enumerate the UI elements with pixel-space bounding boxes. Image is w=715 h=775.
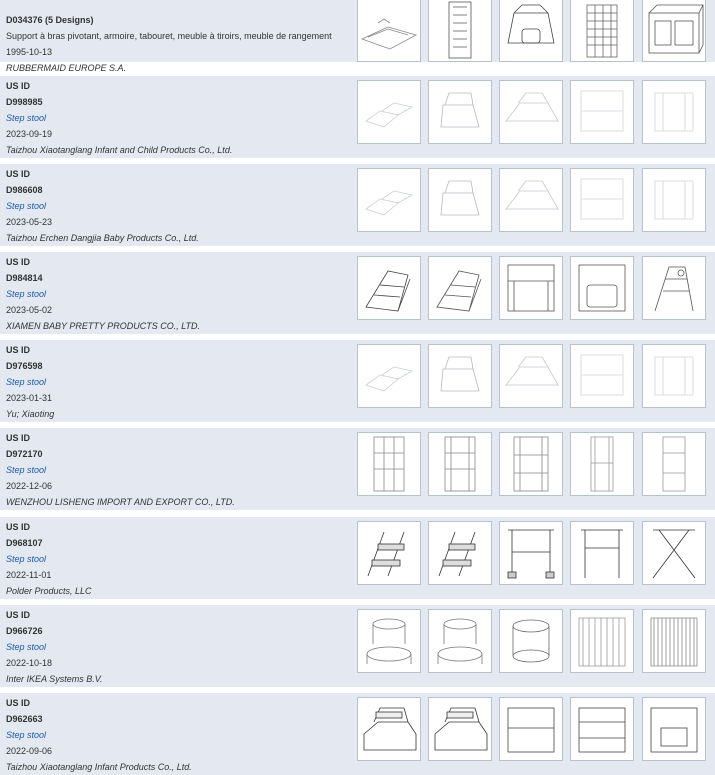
- design-title[interactable]: Step stool: [6, 113, 47, 123]
- design-thumbnail[interactable]: [499, 168, 563, 232]
- design-thumbnail[interactable]: [357, 344, 421, 408]
- patent-number[interactable]: D962663: [6, 714, 43, 724]
- result-row[interactable]: [0, 428, 715, 510]
- publication-date: 2023-05-02: [6, 305, 53, 315]
- design-thumbnail[interactable]: [499, 609, 563, 673]
- design-thumbnail[interactable]: [570, 521, 634, 585]
- publication-date: 1995-10-13: [6, 47, 53, 57]
- patent-number[interactable]: D968107: [6, 538, 43, 548]
- result-meta: [6, 430, 356, 510]
- record-type-label: US ID: [6, 433, 31, 443]
- design-thumbnail[interactable]: [428, 697, 492, 761]
- result-row[interactable]: [0, 252, 715, 334]
- design-title[interactable]: Step stool: [6, 465, 47, 475]
- record-type-label: US ID: [6, 81, 31, 91]
- design-thumbnail[interactable]: [642, 344, 706, 408]
- record-type-label: US ID: [6, 345, 31, 355]
- result-meta: [6, 607, 356, 687]
- design-thumbnail[interactable]: [499, 521, 563, 585]
- patent-number[interactable]: D034376 (5 Designs): [6, 15, 94, 25]
- record-type-label: US ID: [6, 169, 31, 179]
- result-meta: [6, 0, 356, 76]
- result-row[interactable]: [0, 0, 715, 73]
- publication-date: 2022-11-01: [6, 570, 52, 580]
- design-title[interactable]: Support à bras pivotant, armoire, tabouret, meuble à tiroirs, meuble de rangement: [6, 31, 332, 41]
- design-thumbnail[interactable]: [357, 168, 421, 232]
- design-thumbnail[interactable]: [499, 344, 563, 408]
- record-type-label: US ID: [6, 257, 31, 267]
- design-title[interactable]: Step stool: [6, 642, 47, 652]
- design-thumbnail[interactable]: [428, 609, 492, 673]
- result-row[interactable]: [0, 76, 715, 158]
- design-thumbnail[interactable]: [642, 256, 706, 320]
- record-type-label: US ID: [6, 610, 31, 620]
- design-title[interactable]: Step stool: [6, 289, 47, 299]
- owner-name: XIAMEN BABY PRETTY PRODUCTS CO., LTD.: [6, 321, 201, 331]
- design-thumbnail[interactable]: [357, 0, 421, 62]
- design-thumbnail[interactable]: [570, 344, 634, 408]
- design-thumbnail[interactable]: [570, 432, 634, 496]
- result-row[interactable]: [0, 693, 715, 775]
- result-meta: [6, 519, 356, 599]
- owner-name: WENZHOU LISHENG IMPORT AND EXPORT CO., LTD.: [6, 497, 235, 507]
- design-thumbnail[interactable]: [642, 521, 706, 585]
- result-meta: [6, 342, 356, 422]
- design-thumbnail[interactable]: [428, 0, 492, 62]
- design-thumbnail[interactable]: [570, 80, 634, 144]
- design-thumbnail[interactable]: [499, 697, 563, 761]
- owner-name: Yu; Xiaoting: [6, 409, 55, 419]
- result-meta: [6, 78, 356, 158]
- design-thumbnail[interactable]: [428, 256, 492, 320]
- publication-date: 2023-05-23: [6, 217, 53, 227]
- design-thumbnail[interactable]: [642, 609, 706, 673]
- result-row[interactable]: [0, 517, 715, 599]
- result-row[interactable]: [0, 340, 715, 422]
- patent-number[interactable]: D972170: [6, 449, 43, 459]
- design-thumbnail[interactable]: [428, 80, 492, 144]
- design-thumbnail[interactable]: [428, 521, 492, 585]
- design-thumbnail[interactable]: [357, 80, 421, 144]
- publication-date: 2023-09-19: [6, 129, 53, 139]
- design-thumbnail[interactable]: [428, 168, 492, 232]
- owner-name: Taizhou Xiaotanglang Infant and Child Products Co., Ltd.: [6, 145, 233, 155]
- patent-number[interactable]: D986608: [6, 185, 43, 195]
- publication-date: 2022-10-18: [6, 658, 53, 668]
- design-thumbnail[interactable]: [357, 609, 421, 673]
- publication-date: 2022-09-06: [6, 746, 53, 756]
- owner-name: RUBBERMAID EUROPE S.A.: [6, 63, 127, 73]
- design-thumbnail[interactable]: [357, 256, 421, 320]
- design-thumbnail[interactable]: [642, 697, 706, 761]
- patent-number[interactable]: D966726: [6, 626, 43, 636]
- design-thumbnail[interactable]: [357, 521, 421, 585]
- result-meta: [6, 695, 356, 775]
- result-row[interactable]: [0, 164, 715, 246]
- design-thumbnail[interactable]: [499, 432, 563, 496]
- design-thumbnail[interactable]: [357, 432, 421, 496]
- publication-date: 2022-12-06: [6, 481, 53, 491]
- design-thumbnail[interactable]: [570, 0, 634, 62]
- design-thumbnail[interactable]: [499, 256, 563, 320]
- owner-name: Inter IKEA Systems B.V.: [6, 674, 103, 684]
- design-thumbnail[interactable]: [499, 80, 563, 144]
- patent-number[interactable]: D998985: [6, 97, 43, 107]
- design-title[interactable]: Step stool: [6, 377, 47, 387]
- patent-number[interactable]: D976598: [6, 361, 43, 371]
- design-title[interactable]: Step stool: [6, 201, 47, 211]
- design-thumbnail[interactable]: [357, 697, 421, 761]
- design-thumbnail[interactable]: [642, 80, 706, 144]
- design-thumbnail[interactable]: [570, 609, 634, 673]
- design-title[interactable]: Step stool: [6, 730, 47, 740]
- patent-number[interactable]: D984814: [6, 273, 43, 283]
- record-type-label: [6, 0, 356, 12]
- result-meta: [6, 254, 356, 334]
- design-thumbnail[interactable]: [428, 344, 492, 408]
- owner-name: Taizhou Erchen Dangjia Baby Products Co., Ltd.: [6, 233, 199, 243]
- design-thumbnail[interactable]: [642, 432, 706, 496]
- design-thumbnail[interactable]: [642, 0, 706, 62]
- design-thumbnail[interactable]: [428, 432, 492, 496]
- record-type-label: US ID: [6, 522, 31, 532]
- design-title[interactable]: Step stool: [6, 554, 47, 564]
- design-thumbnail[interactable]: [570, 256, 634, 320]
- design-thumbnail[interactable]: [642, 168, 706, 232]
- publication-date: 2023-01-31: [6, 393, 53, 403]
- result-meta: [6, 166, 356, 246]
- record-type-label: US ID: [6, 698, 31, 708]
- design-thumbnail[interactable]: [499, 0, 563, 62]
- design-thumbnail[interactable]: [570, 697, 634, 761]
- result-row[interactable]: [0, 605, 715, 687]
- owner-name: Polder Products, LLC: [6, 586, 92, 596]
- design-thumbnail[interactable]: [570, 168, 634, 232]
- owner-name: Taizhou Xiaotanglang Infant Products Co., Ltd.: [6, 762, 192, 772]
